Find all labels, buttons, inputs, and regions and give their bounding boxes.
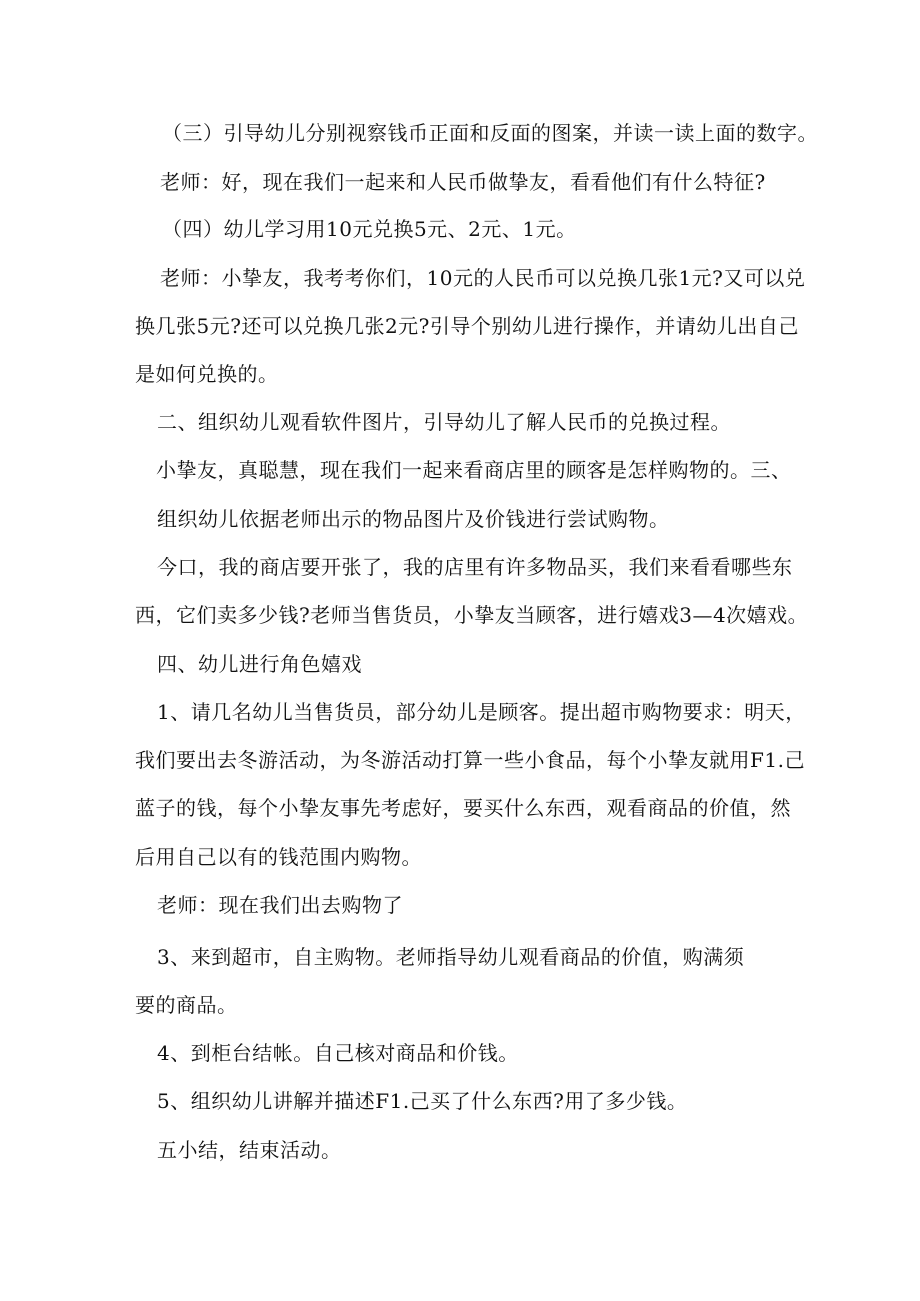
text-line-14: 我们要出去冬游活动，为冬游活动打算一些小食品，每个小挚友就用F1.己 xyxy=(135,748,805,772)
text-line-6: 是如何兑换的。 xyxy=(135,362,279,386)
text-line-21: 5、组织幼儿讲解并描述F1.己买了什么东西?用了多少钱。 xyxy=(157,1089,688,1113)
text-line-4: 老师：小挚友，我考考你们，10元的人民币可以兑换几张1元?又可以兑 xyxy=(160,266,806,290)
text-line-5: 换几张5元?还可以兑换几张2元?引导个别幼儿进行操作，并请幼儿出自己 xyxy=(135,314,799,338)
text-line-11: 西，它们卖多少钱?老师当售货员，小挚友当顾客，进行嬉戏3—4次嬉戏。 xyxy=(135,603,809,627)
text-line-17: 老师：现在我们出去购物了 xyxy=(157,893,403,917)
text-line-15: 蓝子的钱，每个小挚友事先考虑好，要买什么东西，观看商品的价值，然 xyxy=(135,796,791,820)
text-line-13: 1、请几名幼儿当售货员，部分幼儿是顾客。提出超市购物要求：明天， xyxy=(157,700,806,724)
text-line-20: 4、到柜台结帐。自己核对商品和价钱。 xyxy=(157,1041,519,1065)
text-line-18: 3、来到超市，自主购物。老师指导幼儿观看商品的价值，购满须 xyxy=(157,945,745,969)
text-line-10: 今口，我的商店要开张了，我的店里有许多物品买，我们来看看哪些东 xyxy=(157,555,793,579)
text-line-3: （四）幼儿学习用10元兑换5元、2元、1元。 xyxy=(162,217,577,241)
text-line-9: 组织幼儿依据老师出示的物品图片及价钱进行尝试购物。 xyxy=(157,507,670,531)
text-line-22: 五小结，结束活动。 xyxy=(157,1138,342,1162)
text-line-16: 后用自己以有的钱范围内购物。 xyxy=(135,845,422,869)
text-line-1: （三）引导幼儿分别视察钱币正面和反面的图案，并读一读上面的数字。 xyxy=(162,121,818,145)
text-line-12: 四、幼儿进行角色嬉戏 xyxy=(157,652,362,676)
text-line-2: 老师：好，现在我们一起来和人民币做挚友，看看他们有什么特征? xyxy=(160,170,766,194)
text-line-19: 要的商品。 xyxy=(135,993,238,1017)
text-line-7: 二、组织幼儿观看软件图片，引导幼儿了解人民币的兑换过程。 xyxy=(157,410,731,434)
text-line-8: 小挚友，真聪慧，现在我们一起来看商店里的顾客是怎样购物的。三、 xyxy=(156,458,792,482)
